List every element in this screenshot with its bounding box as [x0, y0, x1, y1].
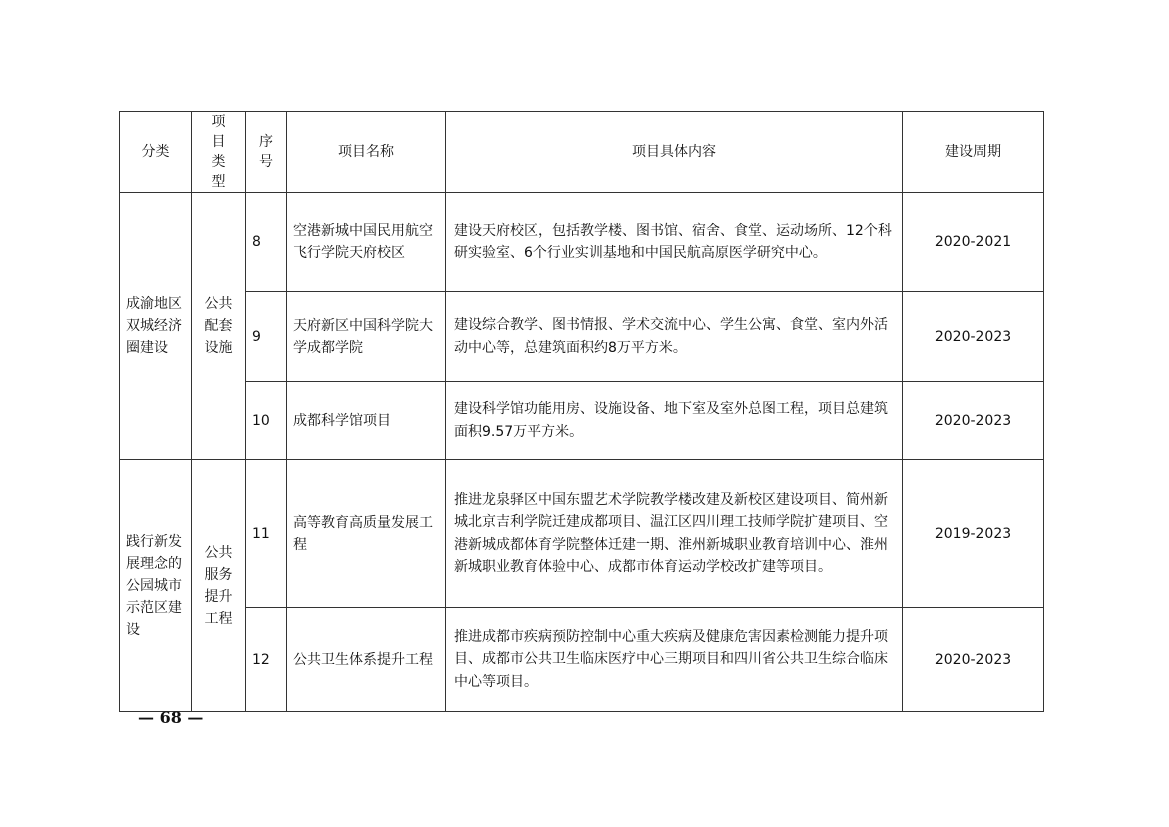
name-cell: 成都科学馆项目 [287, 382, 446, 460]
table-row [120, 292, 1044, 382]
period-cell: 2020-2023 [903, 382, 1044, 460]
content-cell: 建设综合教学、图书情报、学术交流中心、学生公寓、食堂、室内外活动中心等，总建筑面积约8万平方米。 [446, 292, 903, 382]
period-cell: 2020-2023 [903, 292, 1044, 382]
header-content: 项目具体内容 [446, 112, 903, 193]
table-row [120, 608, 1044, 712]
category-cell: 践行新发展理念的公园城市示范区建设 [120, 460, 192, 712]
type-cell: 公共配套设施 [192, 193, 246, 460]
table-row [120, 382, 1044, 460]
number-cell: 8 [246, 193, 287, 292]
number-cell: 11 [246, 460, 287, 608]
header-name: 项目名称 [287, 112, 446, 193]
content-cell: 建设天府校区，包括教学楼、图书馆、宿舍、食堂、运动场所、12个科研实验室、6个行业实训基地和中国民航高原医学研究中心。 [446, 193, 903, 292]
name-cell: 公共卫生体系提升工程 [287, 608, 446, 712]
table-row [120, 193, 1044, 292]
category-cell: 成渝地区双城经济圈建设 [120, 193, 192, 460]
number-cell: 10 [246, 382, 287, 460]
header-type: 项目类型 [192, 112, 246, 193]
content-cell: 推进龙泉驿区中国东盟艺术学院教学楼改建及新校区建设项目、简州新城北京吉利学院迁建成都项目、温江区四川理工技师学院扩建项目、空港新城成都体育学院整体迁建一期、淮州新城职业教育培训中心、淮州新城职业教育体验中心、成都市体育运动学校改扩建等项目。 [446, 460, 903, 608]
content-cell: 建设科学馆功能用房、设施设备、地下室及室外总图工程，项目总建筑面积9.57万平方米。 [446, 382, 903, 460]
table-row [120, 460, 1044, 608]
number-cell: 9 [246, 292, 287, 382]
content-cell: 推进成都市疾病预防控制中心重大疾病及健康危害因素检测能力提升项目、成都市公共卫生临床医疗中心三期项目和四川省公共卫生综合临床中心等项目。 [446, 608, 903, 712]
period-cell: 2019-2023 [903, 460, 1044, 608]
period-cell: 2020-2021 [903, 193, 1044, 292]
header-number: 序号 [246, 112, 287, 193]
type-cell: 公共服务提升工程 [192, 460, 246, 712]
name-cell: 高等教育高质量发展工程 [287, 460, 446, 608]
header-category: 分类 [120, 112, 192, 193]
number-cell: 12 [246, 608, 287, 712]
header-period: 建设周期 [903, 112, 1044, 193]
project-table [119, 111, 1044, 712]
header-row [120, 112, 1044, 193]
page-number: — 68 — [138, 708, 204, 727]
name-cell: 空港新城中国民用航空飞行学院天府校区 [287, 193, 446, 292]
period-cell: 2020-2023 [903, 608, 1044, 712]
name-cell: 天府新区中国科学院大学成都学院 [287, 292, 446, 382]
